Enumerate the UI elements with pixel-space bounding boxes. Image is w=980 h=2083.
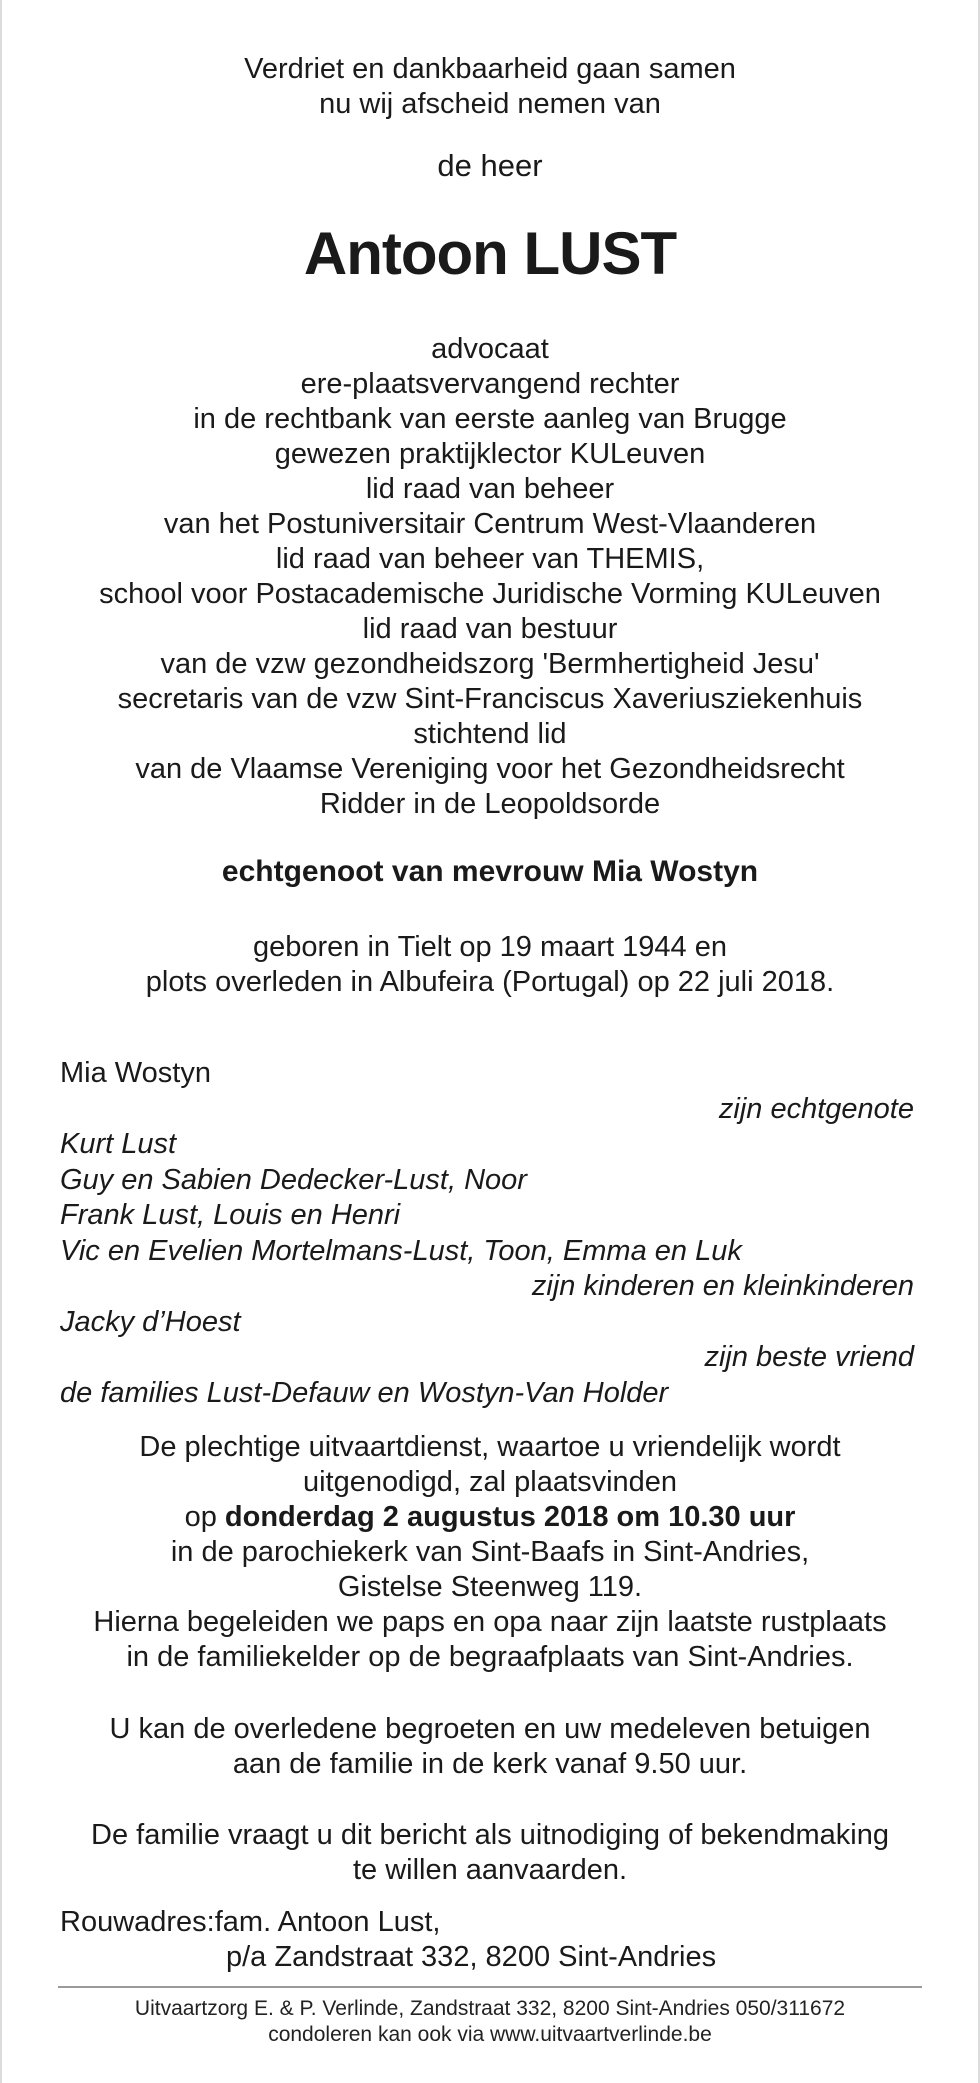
title-item: stichtend lid bbox=[413, 718, 567, 750]
footer bbox=[2, 1996, 978, 2048]
title-item: van de vzw gezondheidszorg 'Bermhertigheid Jesu' bbox=[160, 648, 820, 680]
child-entry: Kurt Lust bbox=[60, 1128, 177, 1160]
spouse-line: echtgenoot van mevrouw Mia Wostyn bbox=[221, 855, 759, 888]
address-line: Rouwadres:fam. Antoon Lust, bbox=[60, 1906, 441, 1938]
children-role: zijn kinderen en kleinkinderen bbox=[531, 1270, 914, 1302]
widow-role: zijn echtgenote bbox=[718, 1092, 914, 1125]
deceased-name: Antoon LUST bbox=[303, 220, 677, 287]
service-line: uitgenodigd, zal plaatsvinden bbox=[302, 1466, 678, 1498]
service-date: donderdag 2 augustus 2018 om 10.30 uur bbox=[224, 1501, 796, 1533]
title-item: lid raad van beheer van THEMIS, bbox=[275, 543, 705, 575]
request-line: De familie vraagt u dit bericht als uitnodiging of bekendmaking bbox=[91, 1819, 889, 1851]
greeting-info bbox=[2, 1712, 978, 1782]
title-item: Ridder in de Leopoldsorde bbox=[319, 788, 661, 820]
title-item: in de rechtbank van eerste aanleg van Brugge bbox=[193, 403, 787, 435]
life-dates bbox=[2, 930, 978, 1000]
child-entry: Vic en Evelien Mortelmans-Lust, Toon, Emma en Luk bbox=[60, 1234, 742, 1267]
service-line: Hierna begeleiden we paps en opa naar zijn laatste rustplaats bbox=[93, 1606, 887, 1638]
family-request bbox=[2, 1818, 978, 1888]
greeting-line: aan de familie in de kerk vanaf 9.50 uur. bbox=[232, 1748, 748, 1780]
death-line: plots overleden in Albufeira (Portugal) op 22 juli 2018. bbox=[145, 966, 835, 998]
condolence-line: condoleren kan ook via www.uitvaartverlinde.be bbox=[268, 2023, 712, 2046]
title-item: van het Postuniversitair Centrum West-Vlaanderen bbox=[163, 508, 817, 540]
birth-line: geboren in Tielt op 19 maart 1944 en bbox=[253, 931, 727, 963]
friend-name: Jacky d’Hoest bbox=[60, 1305, 241, 1338]
family-list bbox=[60, 1056, 914, 1411]
title-item: lid raad van bestuur bbox=[362, 613, 618, 645]
mourning-address bbox=[60, 1905, 978, 1975]
title-item: school voor Postacademische Juridische Vorming KULeuven bbox=[99, 578, 881, 610]
friend-role: zijn beste vriend bbox=[704, 1341, 914, 1373]
title-item: gewezen praktijklector KULeuven bbox=[274, 438, 706, 470]
intro-line: nu wij afscheid nemen van bbox=[319, 88, 661, 120]
address-line: p/a Zandstraat 332, 8200 Sint-Andries bbox=[226, 1941, 717, 1973]
title-item: advocaat bbox=[431, 333, 549, 365]
greeting-line: U kan de overledene begroeten en uw medeleven betuigen bbox=[109, 1713, 871, 1745]
service-date-prefix: op bbox=[184, 1501, 225, 1533]
footer-divider bbox=[58, 1986, 922, 1988]
intro-text bbox=[2, 52, 978, 122]
child-entry: Guy en Sabien Dedecker-Lust, Noor bbox=[60, 1163, 527, 1196]
funeral-home-line: Uitvaartzorg E. & P. Verlinde, Zandstraat 332, 8200 Sint-Andries 050/311672 bbox=[134, 1997, 846, 2020]
service-date-line bbox=[2, 1500, 978, 1535]
title-item: secretaris van de vzw Sint-Franciscus Xaveriusziekenhuis bbox=[117, 683, 863, 715]
titles-list bbox=[2, 332, 978, 822]
service-line: De plechtige uitvaartdienst, waartoe u vriendelijk wordt bbox=[139, 1431, 841, 1463]
service-line: in de parochiekerk van Sint-Baafs in Sint-Andries, bbox=[170, 1536, 810, 1568]
salutation: de heer bbox=[437, 148, 543, 183]
title-item: ere-plaatsvervangend rechter bbox=[300, 368, 680, 400]
title-item: lid raad van beheer bbox=[365, 473, 615, 505]
child-entry: Frank Lust, Louis en Henri bbox=[60, 1199, 401, 1231]
service-line: in de familiekelder op de begraafplaats van Sint-Andries. bbox=[126, 1641, 854, 1673]
families-line: de families Lust-Defauw en Wostyn-Van Holder bbox=[60, 1376, 669, 1409]
service-line: Gistelse Steenweg 119. bbox=[337, 1571, 643, 1603]
widow-name: Mia Wostyn bbox=[60, 1057, 211, 1089]
intro-line: Verdriet en dankbaarheid gaan samen bbox=[244, 53, 736, 85]
funeral-service bbox=[2, 1430, 978, 1675]
request-line: te willen aanvaarden. bbox=[352, 1854, 628, 1886]
title-item: van de Vlaamse Vereniging voor het Gezondheidsrecht bbox=[135, 753, 845, 785]
